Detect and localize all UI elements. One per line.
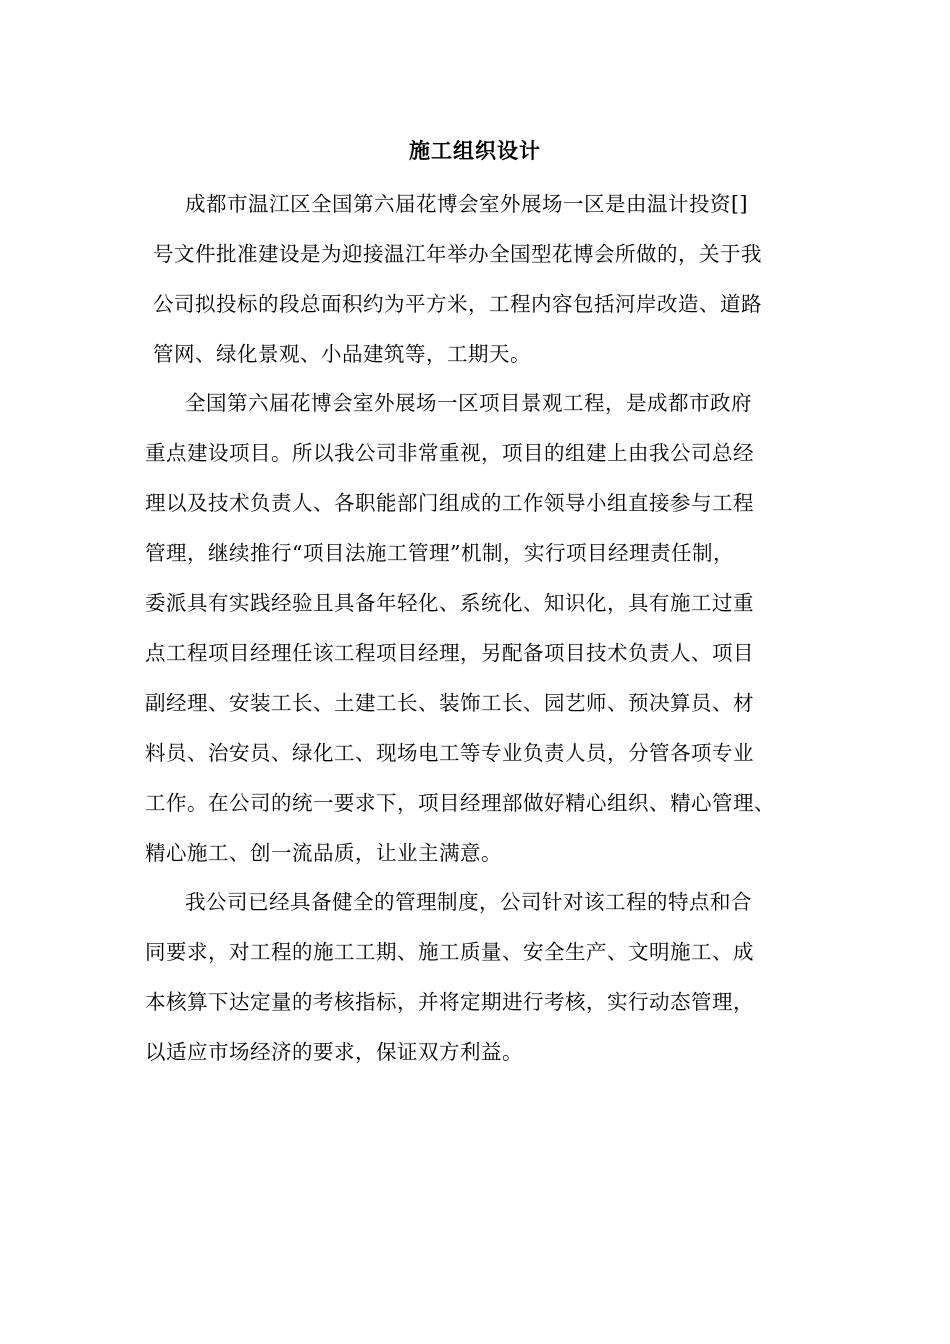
paragraph-2-line-1: 全国第六届花博会室外展场一区项目景观工程，是成都市政府 [185, 391, 752, 415]
paragraph-2-line-7: 副经理、安装工长、土建工长、装饰工长、园艺师、预决算员、材 [145, 691, 754, 715]
document-title: 施工组织设计 [409, 138, 541, 163]
paragraph-3-line-3: 本核算下达定量的考核指标，并将定期进行考核，实行动态管理， [145, 990, 754, 1014]
paragraph-2-line-8: 料员、治安员、绿化工、现场电工等专业负责人员，分管各项专业 [145, 741, 754, 765]
paragraph-2-line-9: 工作。在公司的统一要求下，项目经理部做好精心组织、精心管理、 [145, 791, 775, 815]
paragraph-1-line-2: 号文件批准建设是为迎接温江年举办全国型花博会所做的，关于我 [153, 242, 762, 266]
paragraph-1-line-1: 成都市温江区全国第六届花博会室外展场一区是由温计投资[] [185, 192, 748, 216]
paragraph-2-line-3: 理以及技术负责人、各职能部门组成的工作领导小组直接参与工程 [145, 491, 754, 515]
paragraph-2-line-4: 管理，继续推行“项目法施工管理”机制，实行项目经理责任制， [145, 541, 734, 565]
paragraph-3-line-2: 同要求，对工程的施工工期、施工质量、安全生产、文明施工、成 [145, 940, 754, 964]
paragraph-2-line-10: 精心施工、创一流品质，让业主满意。 [145, 841, 502, 865]
paragraph-1-line-3: 公司拟投标的段总面积约为平方米，工程内容包括河岸改造、道路 [153, 292, 762, 316]
paragraph-2-line-6: 点工程项目经理任该工程项目经理，另配备项目技术负责人、项目 [145, 641, 754, 665]
paragraph-2-line-5: 委派具有实践经验且具备年轻化、系统化、知识化，具有施工过重 [145, 591, 754, 615]
paragraph-3-line-4: 以适应市场经济的要求，保证双方利益。 [145, 1040, 523, 1064]
paragraph-1-line-4: 管网、绿化景观、小品建筑等，工期天。 [153, 342, 531, 366]
paragraph-2-line-2: 重点建设项目。所以我公司非常重视，项目的组建上由我公司总经 [145, 441, 754, 465]
paragraph-3-line-1: 我公司已经具备健全的管理制度，公司针对该工程的特点和合 [185, 890, 752, 914]
